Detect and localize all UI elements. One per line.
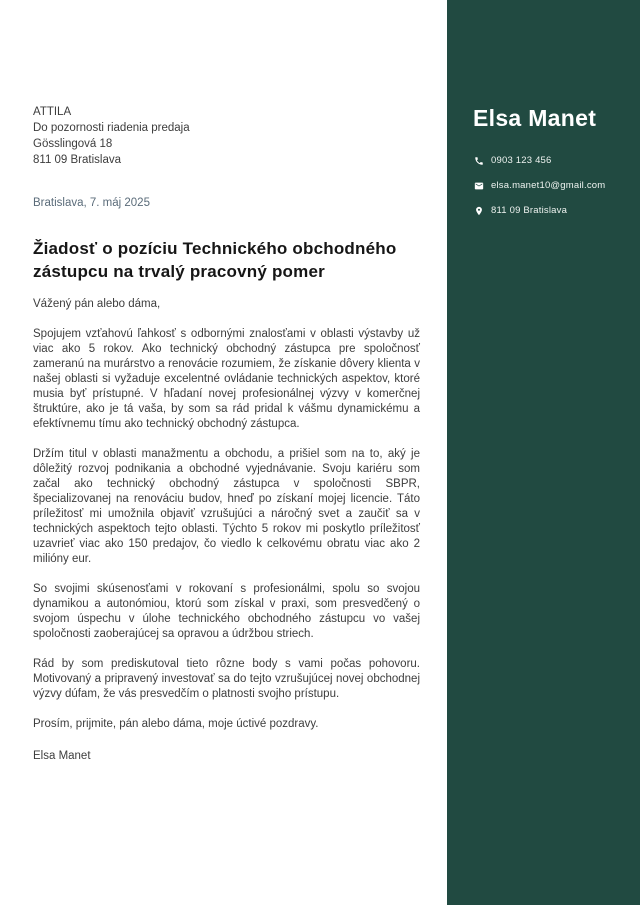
location-text: 811 09 Bratislava — [491, 205, 568, 216]
paragraph-1: Spojujem vzťahovú ľahkosť s odbornými znalosťami v oblasti výstavby už viac ako 5 rokov. Ako technický obchodný zástupca pre spoločnosť zameranú na murárstvo a renovácie rozumiem, že získanie dôvery klienta v našej oblasti si vyžaduje excelentné ovládanie technických aspektov, ktoré musia byť prístupné. V hľadaní novej profesionálnej výzvy v komerčnej štruktúre, ako je tá vaša, by som sa rád pridal k vášmu dynamickému a efektívnemu tímu ako technický obchodný zástupca. — [33, 328, 420, 430]
email-address: elsa.manet10@gmail.com — [491, 180, 606, 191]
date-line: Bratislava, 7. máj 2025 — [33, 197, 150, 209]
paragraph-4: Rád by som prediskutoval tieto rôzne body s vami počas pohovoru. Motivovaný a pripravený investovať sa do tejto vzrušujúcej novej obchodnej výzvy dúfam, že vás presvedčím o platnosti svojho prístupu. — [33, 658, 420, 700]
paragraph-2: Držím titul v oblasti manažmentu a obchodu, a prišiel som na to, aký je dôležitý rozvoj podnikania a obchodné vyjednávanie. Svoju kariéru som začal ako technický obchodný zástupca v spoločnosti SBPR, špecializovanej na renováciu budov, hneď po získaní mojej licencie. Táto príležitosť mi umožnila objaviť vzrušujúci a náročný svet a zaučiť sa v technických aspektoch tejto oblasti. Týchto 5 rokov mi poskytlo príležitosť uzavrieť viac ako 150 predajov, čo viedlo k celkovému obratu viac ako 2 milióny eur. — [33, 448, 420, 565]
contact-row-phone — [473, 154, 626, 167]
contact-list — [473, 154, 626, 217]
phone-number: 0903 123 456 — [491, 155, 552, 166]
letter-subject: Žiadosť o pozíciu Technického obchodného zástupcu na trvalý pracovný pomer — [33, 239, 397, 281]
recipient-line: ATTILA — [33, 106, 72, 118]
recipient-line: Do pozornosti riadenia predaja — [33, 122, 190, 134]
applicant-name: Elsa Manet — [473, 105, 597, 131]
recipient-line: 811 09 Bratislava — [33, 154, 122, 166]
email-icon — [473, 180, 485, 192]
recipient-line: Gösslingová 18 — [33, 138, 113, 150]
location-icon — [473, 205, 485, 217]
paragraph-3: So svojimi skúsenosťami v rokovaní s profesionálmi, spolu so svojou dynamikou a autonómiou, ktorú som získal v praxi, som presvedčený o svojom úspechu v úlohe technického obchodného zástupcu vo vašej spoločnosti zaoberajúcej sa opravou a údržbou striech. — [33, 583, 420, 640]
contact-sidebar — [447, 0, 640, 905]
signature-name: Elsa Manet — [33, 750, 91, 762]
contact-row-location — [473, 204, 626, 217]
contact-row-email — [473, 179, 626, 192]
closing-line: Prosím, prijmite, pán alebo dáma, moje úctivé pozdravy. — [33, 718, 319, 730]
phone-icon — [473, 155, 485, 167]
salutation: Vážený pán alebo dáma, — [33, 298, 161, 310]
recipient-block — [33, 104, 420, 168]
letter-body — [33, 0, 420, 764]
